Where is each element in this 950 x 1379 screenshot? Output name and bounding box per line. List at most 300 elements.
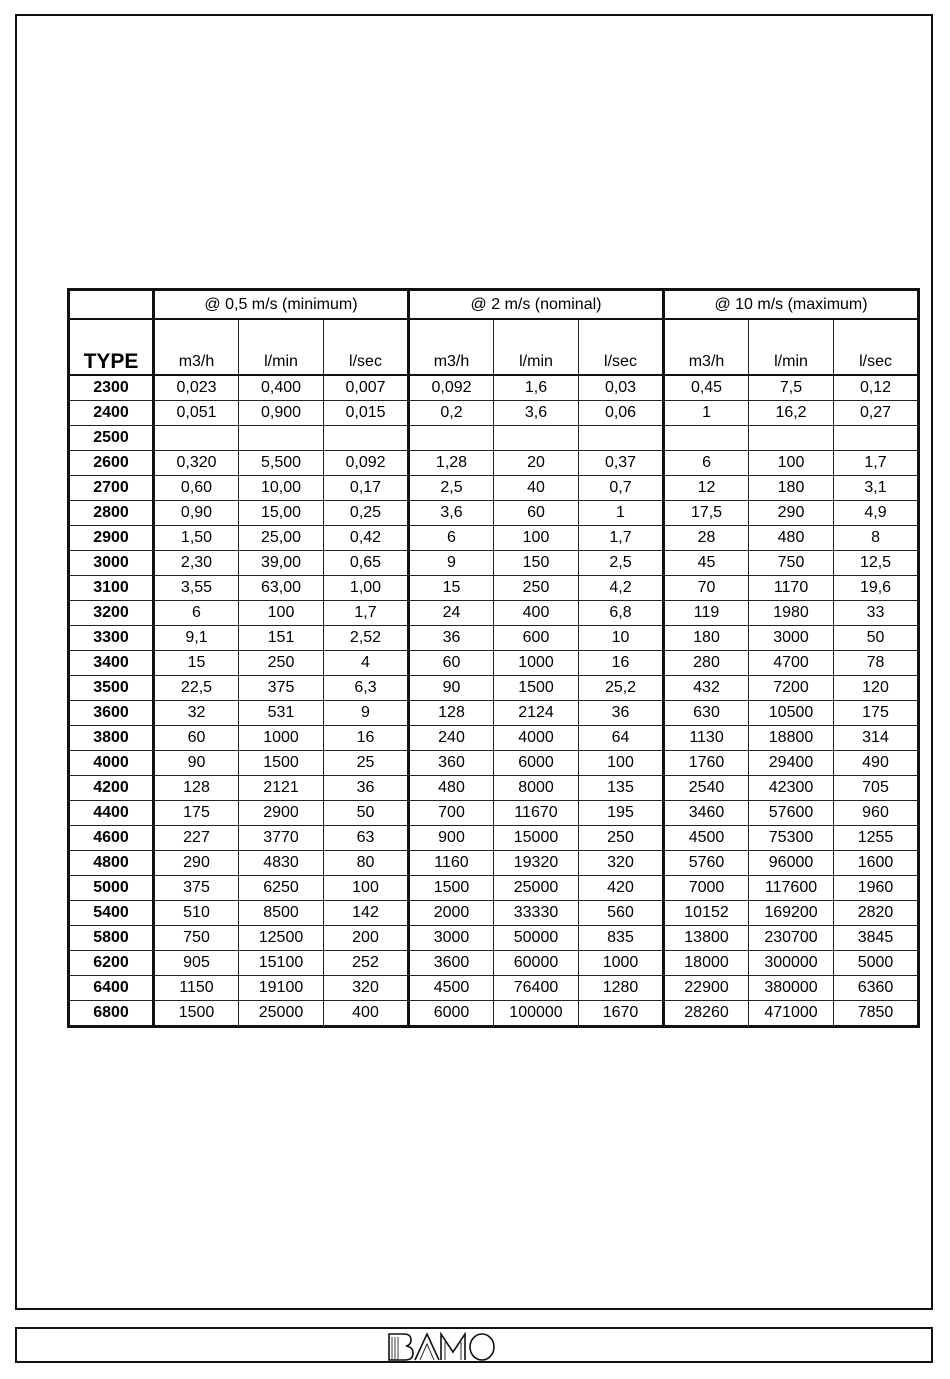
unit-header: l/sec [579,319,664,375]
value-cell: 1500 [239,751,324,776]
value-cell: 28 [664,526,749,551]
value-cell: 6250 [239,876,324,901]
value-cell: 0,12 [834,375,919,401]
value-cell: 90 [409,676,494,701]
value-cell: 0,400 [239,375,324,401]
value-cell: 9 [324,701,409,726]
value-cell: 1255 [834,826,919,851]
value-cell: 1,7 [324,601,409,626]
value-cell: 60 [154,726,239,751]
corner-cell [69,290,154,320]
value-cell: 11670 [494,801,579,826]
table-row [69,601,919,626]
value-cell: 1130 [664,726,749,751]
value-cell: 1150 [154,976,239,1001]
page-frame [15,14,933,1310]
value-cell: 2,30 [154,551,239,576]
value-cell: 4700 [749,651,834,676]
type-cell: 3400 [69,651,154,676]
type-cell: 3300 [69,626,154,651]
group-header-minimum: @ 0,5 m/s (minimum) [154,290,409,320]
value-cell: 175 [834,701,919,726]
value-cell: 560 [579,901,664,926]
value-cell: 700 [409,801,494,826]
value-cell: 25000 [239,1001,324,1027]
value-cell: 2820 [834,901,919,926]
value-cell: 100 [494,526,579,551]
value-cell: 70 [664,576,749,601]
unit-header: m3/h [664,319,749,375]
value-cell: 22,5 [154,676,239,701]
table-row [69,576,919,601]
value-cell: 150 [494,551,579,576]
value-cell: 375 [239,676,324,701]
value-cell: 905 [154,951,239,976]
value-cell: 15100 [239,951,324,976]
value-cell: 1170 [749,576,834,601]
value-cell [834,426,919,451]
value-cell: 17,5 [664,501,749,526]
value-cell: 63 [324,826,409,851]
value-cell: 960 [834,801,919,826]
table-row [69,851,919,876]
value-cell: 250 [579,826,664,851]
value-cell: 1000 [494,651,579,676]
value-cell: 6,3 [324,676,409,701]
value-cell: 0,023 [154,375,239,401]
type-cell: 3000 [69,551,154,576]
value-cell: 750 [154,926,239,951]
value-cell: 4,2 [579,576,664,601]
table-row [69,451,919,476]
value-cell [749,426,834,451]
value-cell: 119 [664,601,749,626]
table-row [69,651,919,676]
type-cell: 5000 [69,876,154,901]
type-cell: 3100 [69,576,154,601]
unit-header: l/sec [324,319,409,375]
value-cell: 1,7 [834,451,919,476]
value-cell: 600 [494,626,579,651]
value-cell: 1000 [239,726,324,751]
value-cell: 36 [409,626,494,651]
value-cell: 2,5 [409,476,494,501]
value-cell: 1,00 [324,576,409,601]
group-header-nominal: @ 2 m/s (nominal) [409,290,664,320]
type-cell: 2600 [69,451,154,476]
value-cell: 100 [579,751,664,776]
value-cell: 6,8 [579,601,664,626]
value-cell: 0,2 [409,401,494,426]
table-row [69,626,919,651]
type-cell: 6800 [69,1001,154,1027]
value-cell: 360 [409,751,494,776]
value-cell: 4500 [409,976,494,1001]
table-row [69,726,919,751]
value-cell: 1 [664,401,749,426]
value-cell: 471000 [749,1001,834,1027]
value-cell: 0,007 [324,375,409,401]
value-cell: 1,50 [154,526,239,551]
table-body [69,375,919,1027]
value-cell: 169200 [749,901,834,926]
value-cell: 63,00 [239,576,324,601]
value-cell: 75300 [749,826,834,851]
value-cell: 8500 [239,901,324,926]
value-cell: 531 [239,701,324,726]
value-cell: 90 [154,751,239,776]
value-cell: 4000 [494,726,579,751]
value-cell: 25,00 [239,526,324,551]
value-cell: 6000 [409,1001,494,1027]
value-cell: 6 [409,526,494,551]
value-cell: 9,1 [154,626,239,651]
value-cell: 28260 [664,1001,749,1027]
value-cell: 0,015 [324,401,409,426]
value-cell: 490 [834,751,919,776]
value-cell: 705 [834,776,919,801]
unit-header: l/min [749,319,834,375]
value-cell: 22900 [664,976,749,1001]
type-cell: 3500 [69,676,154,701]
value-cell: 36 [579,701,664,726]
value-cell: 20 [494,451,579,476]
value-cell: 230700 [749,926,834,951]
value-cell: 6360 [834,976,919,1001]
value-cell: 2124 [494,701,579,726]
value-cell: 3770 [239,826,324,851]
value-cell: 25,2 [579,676,664,701]
group-header-maximum: @ 10 m/s (maximum) [664,290,919,320]
value-cell: 3,6 [409,501,494,526]
value-cell: 180 [749,476,834,501]
value-cell: 250 [494,576,579,601]
value-cell: 2121 [239,776,324,801]
table-row [69,375,919,401]
value-cell: 0,06 [579,401,664,426]
value-cell: 16,2 [749,401,834,426]
value-cell: 1500 [154,1001,239,1027]
value-cell: 1760 [664,751,749,776]
value-cell: 0,7 [579,476,664,501]
value-cell: 0,60 [154,476,239,501]
footer-frame [15,1327,933,1363]
type-cell: 2400 [69,401,154,426]
value-cell: 3845 [834,926,919,951]
value-cell [239,426,324,451]
value-cell: 19100 [239,976,324,1001]
value-cell [324,426,409,451]
value-cell: 33330 [494,901,579,926]
value-cell: 1600 [834,851,919,876]
value-cell: 1,6 [494,375,579,401]
value-cell: 78 [834,651,919,676]
value-cell: 0,092 [409,375,494,401]
value-cell: 3,55 [154,576,239,601]
value-cell: 250 [239,651,324,676]
value-cell: 0,45 [664,375,749,401]
value-cell: 117600 [749,876,834,901]
value-cell: 320 [324,976,409,1001]
value-cell: 25 [324,751,409,776]
value-cell: 18000 [664,951,749,976]
value-cell: 18800 [749,726,834,751]
value-cell: 9 [409,551,494,576]
value-cell: 0,320 [154,451,239,476]
value-cell: 80 [324,851,409,876]
value-cell: 900 [409,826,494,851]
value-cell: 2900 [239,801,324,826]
value-cell: 6 [664,451,749,476]
type-cell: 5400 [69,901,154,926]
value-cell: 100000 [494,1001,579,1027]
value-cell: 630 [664,701,749,726]
value-cell: 32 [154,701,239,726]
value-cell: 1500 [409,876,494,901]
table-row [69,876,919,901]
type-cell: 2700 [69,476,154,501]
value-cell: 2,5 [579,551,664,576]
value-cell: 36 [324,776,409,801]
value-cell: 12,5 [834,551,919,576]
value-cell: 19,6 [834,576,919,601]
type-cell: 3200 [69,601,154,626]
value-cell: 510 [154,901,239,926]
table-row [69,551,919,576]
value-cell: 7850 [834,1001,919,1027]
value-cell: 100 [324,876,409,901]
value-cell: 45 [664,551,749,576]
value-cell: 2000 [409,901,494,926]
value-cell [494,426,579,451]
type-header: TYPE [69,319,154,375]
value-cell: 12 [664,476,749,501]
value-cell: 6 [154,601,239,626]
value-cell: 151 [239,626,324,651]
value-cell: 40 [494,476,579,501]
value-cell: 15 [409,576,494,601]
value-cell: 19320 [494,851,579,876]
value-cell: 1 [579,501,664,526]
value-cell: 1160 [409,851,494,876]
value-cell: 5760 [664,851,749,876]
value-cell: 15 [154,651,239,676]
value-cell: 252 [324,951,409,976]
value-cell [579,426,664,451]
table-row [69,526,919,551]
table-row [69,701,919,726]
value-cell: 5000 [834,951,919,976]
value-cell: 320 [579,851,664,876]
type-cell: 4400 [69,801,154,826]
value-cell: 15,00 [239,501,324,526]
unit-header: l/sec [834,319,919,375]
value-cell: 57600 [749,801,834,826]
group-header-row [69,290,919,320]
value-cell: 64 [579,726,664,751]
value-cell: 420 [579,876,664,901]
value-cell: 3600 [409,951,494,976]
value-cell: 432 [664,676,749,701]
type-cell: 2500 [69,426,154,451]
value-cell: 10500 [749,701,834,726]
value-cell: 750 [749,551,834,576]
value-cell: 3000 [409,926,494,951]
value-cell: 1500 [494,676,579,701]
value-cell: 1000 [579,951,664,976]
value-cell: 39,00 [239,551,324,576]
value-cell: 3,1 [834,476,919,501]
table-row [69,751,919,776]
type-cell: 2900 [69,526,154,551]
value-cell: 16 [324,726,409,751]
value-cell: 8 [834,526,919,551]
value-cell: 0,37 [579,451,664,476]
type-cell: 3600 [69,701,154,726]
value-cell: 0,092 [324,451,409,476]
type-cell: 4200 [69,776,154,801]
table-row [69,1001,919,1027]
value-cell: 180 [664,626,749,651]
value-cell: 96000 [749,851,834,876]
value-cell: 0,03 [579,375,664,401]
value-cell: 195 [579,801,664,826]
value-cell: 60000 [494,951,579,976]
value-cell: 50 [324,801,409,826]
value-cell: 0,051 [154,401,239,426]
type-cell: 6400 [69,976,154,1001]
unit-header-row [69,319,919,375]
value-cell: 480 [749,526,834,551]
value-cell: 29400 [749,751,834,776]
flow-rate-table [67,288,920,1028]
value-cell: 16 [579,651,664,676]
type-cell: 4800 [69,851,154,876]
unit-header: l/min [494,319,579,375]
value-cell: 0,25 [324,501,409,526]
type-cell: 4600 [69,826,154,851]
type-cell: 2300 [69,375,154,401]
value-cell: 2540 [664,776,749,801]
value-cell: 4 [324,651,409,676]
value-cell: 480 [409,776,494,801]
value-cell: 300000 [749,951,834,976]
table-row [69,501,919,526]
bamo-logo [387,1332,497,1362]
value-cell: 7,5 [749,375,834,401]
value-cell: 0,42 [324,526,409,551]
value-cell: 24 [409,601,494,626]
value-cell: 240 [409,726,494,751]
unit-header: l/min [239,319,324,375]
type-cell: 2800 [69,501,154,526]
value-cell: 13800 [664,926,749,951]
table-row [69,951,919,976]
value-cell: 3000 [749,626,834,651]
value-cell: 142 [324,901,409,926]
value-cell: 7000 [664,876,749,901]
value-cell: 0,27 [834,401,919,426]
table-row [69,901,919,926]
value-cell: 400 [494,601,579,626]
value-cell: 1,28 [409,451,494,476]
value-cell: 200 [324,926,409,951]
unit-header: m3/h [154,319,239,375]
table-row [69,426,919,451]
value-cell: 0,17 [324,476,409,501]
value-cell: 42300 [749,776,834,801]
unit-header: m3/h [409,319,494,375]
value-cell: 50000 [494,926,579,951]
type-cell: 5800 [69,926,154,951]
value-cell: 1960 [834,876,919,901]
type-cell: 6200 [69,951,154,976]
value-cell: 227 [154,826,239,851]
value-cell: 4,9 [834,501,919,526]
value-cell: 128 [409,701,494,726]
value-cell: 76400 [494,976,579,1001]
table-row [69,776,919,801]
value-cell [154,426,239,451]
value-cell: 10,00 [239,476,324,501]
table-row [69,476,919,501]
value-cell: 135 [579,776,664,801]
value-cell: 10152 [664,901,749,926]
table-row [69,801,919,826]
table-row [69,401,919,426]
value-cell: 60 [494,501,579,526]
value-cell: 835 [579,926,664,951]
value-cell: 8000 [494,776,579,801]
table-row [69,676,919,701]
value-cell: 60 [409,651,494,676]
value-cell: 290 [154,851,239,876]
value-cell: 1980 [749,601,834,626]
value-cell: 4500 [664,826,749,851]
value-cell: 128 [154,776,239,801]
type-cell: 4000 [69,751,154,776]
value-cell: 314 [834,726,919,751]
value-cell: 15000 [494,826,579,851]
table-row [69,976,919,1001]
value-cell: 1670 [579,1001,664,1027]
value-cell: 100 [239,601,324,626]
value-cell [664,426,749,451]
value-cell: 290 [749,501,834,526]
value-cell: 10 [579,626,664,651]
value-cell: 380000 [749,976,834,1001]
value-cell: 3460 [664,801,749,826]
value-cell: 175 [154,801,239,826]
value-cell: 12500 [239,926,324,951]
value-cell: 4830 [239,851,324,876]
value-cell: 375 [154,876,239,901]
value-cell: 50 [834,626,919,651]
table-row [69,826,919,851]
value-cell: 25000 [494,876,579,901]
value-cell: 120 [834,676,919,701]
value-cell: 33 [834,601,919,626]
value-cell: 400 [324,1001,409,1027]
table-row [69,926,919,951]
value-cell: 2,52 [324,626,409,651]
value-cell [409,426,494,451]
value-cell: 6000 [494,751,579,776]
value-cell: 0,65 [324,551,409,576]
type-cell: 3800 [69,726,154,751]
value-cell: 280 [664,651,749,676]
value-cell: 1280 [579,976,664,1001]
